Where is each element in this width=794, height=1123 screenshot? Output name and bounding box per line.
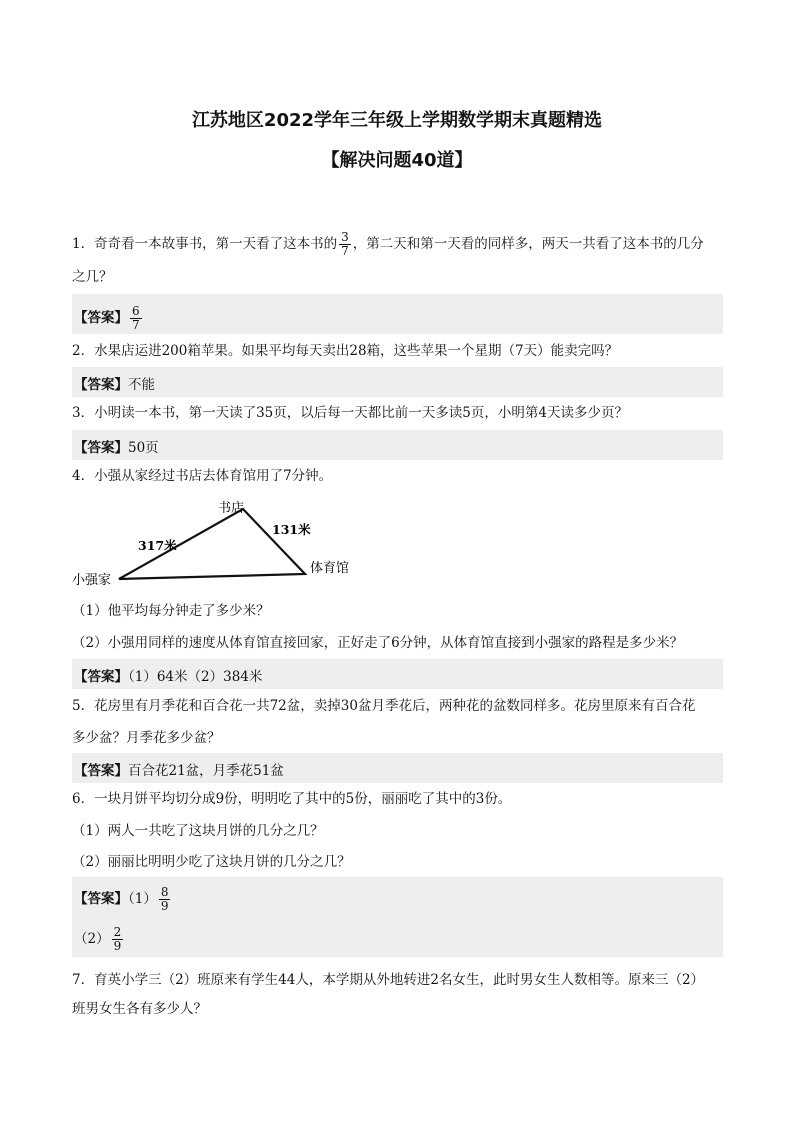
q1-text-after: ，第二天和第一天看的同样多，两天一共看了这本书的几分 xyxy=(352,236,704,252)
q2-answer: 不能 xyxy=(128,377,155,393)
q6-ans2-denominator: 9 xyxy=(113,939,122,953)
page-subtitle: 【解决问题40道】 xyxy=(321,150,473,171)
route-diagram xyxy=(60,492,370,592)
q1-fraction-denominator: 7 xyxy=(341,244,349,258)
q6-ans2-label: （2） xyxy=(74,931,110,947)
q6-ans1-fraction xyxy=(159,886,171,913)
q1-text-before: 1．奇奇看一本故事书，第一天看了这本书的 xyxy=(72,236,338,252)
q2-answer-box xyxy=(72,367,723,397)
q6-answer-box xyxy=(72,877,723,957)
question-3: 3．小明读一本书，第一天读了35页，以后每一天都比前一天多读5页，小明第4天读多少页？ xyxy=(72,405,628,421)
answer-tag: 【答案】 xyxy=(74,891,128,907)
q5-answer: 百合花21盆，月季花51盆 xyxy=(128,763,284,779)
q6-ans1-denominator: 9 xyxy=(160,899,169,913)
answer-tag: 【答案】 xyxy=(74,377,128,393)
distance-home-bookstore: 317米 xyxy=(138,538,177,553)
q1-answer-denominator: 7 xyxy=(132,318,140,332)
q4-sub1: （1）他平均每分钟走了多少米？ xyxy=(72,603,270,619)
answer-tag: 【答案】 xyxy=(74,310,128,326)
q3-answer: 50页 xyxy=(128,440,159,456)
q1-answer-fraction xyxy=(130,305,142,332)
question-6: 6．一块月饼平均切分成9份，明明吃了其中的5份，丽丽吃了其中的3份。 xyxy=(72,791,512,807)
q1-fraction-numerator: 3 xyxy=(341,230,349,244)
page-title: 江苏地区2022学年三年级上学期数学期末真题精选 xyxy=(191,110,603,131)
q6-ans2-numerator: 2 xyxy=(113,925,122,939)
bookstore-label: 书店 xyxy=(218,501,245,516)
answer-tag: 【答案】 xyxy=(74,440,128,456)
q6-sub1: （1）两人一共吃了这块月饼的几分之几？ xyxy=(72,823,324,839)
question-2: 2．水果店运进200箱苹果。如果平均每天卖出28箱，这些苹果一个星期（7天）能卖完吗？ xyxy=(72,343,619,359)
gym-label: 体育馆 xyxy=(310,561,350,576)
question-1 xyxy=(72,231,704,258)
q4-answer: （1）64米（2）384米 xyxy=(128,669,263,685)
q5-line2: 多少盆？月季花多少盆？ xyxy=(72,730,221,746)
answer-tag: 【答案】 xyxy=(74,669,128,685)
answer-tag: 【答案】 xyxy=(74,763,128,779)
q1-fraction xyxy=(339,231,351,258)
q6-sub2: （2）丽丽比明明少吃了这块月饼的几分之几？ xyxy=(72,854,351,870)
q6-ans1-numerator: 8 xyxy=(160,885,169,899)
q1-answer-box xyxy=(72,294,723,334)
q6-ans2-fraction xyxy=(112,926,124,953)
home-label: 小强家 xyxy=(72,573,112,588)
q6-ans1-label: （1） xyxy=(128,891,157,907)
question-7: 7．育英小学三（2）班原来有学生44人，本学期从外地转进2名女生，此时男女生人数相等。原来三（2） xyxy=(72,972,705,988)
q4-sub2: （2）小强用同样的速度从体育馆直接回家，正好走了6分钟，从体育馆直接到小强家的路程是多少米？ xyxy=(72,635,684,651)
question-5: 5．花房里有月季花和百合花一共72盆，卖掉30盆月季花后，两种花的盆数同样多。花房里原来有百合花 xyxy=(72,698,696,714)
q1-answer-numerator: 6 xyxy=(132,304,140,318)
q5-answer-box xyxy=(72,753,723,783)
q7-line2: 班男女生各有多少人？ xyxy=(72,1001,207,1017)
q4-answer-box xyxy=(72,659,723,689)
q1-line2: 之几？ xyxy=(72,269,113,285)
q3-answer-box xyxy=(72,430,723,460)
distance-bookstore-gym: 131米 xyxy=(272,522,311,537)
question-4: 4．小强从家经过书店去体育馆用了7分钟。 xyxy=(72,468,333,484)
